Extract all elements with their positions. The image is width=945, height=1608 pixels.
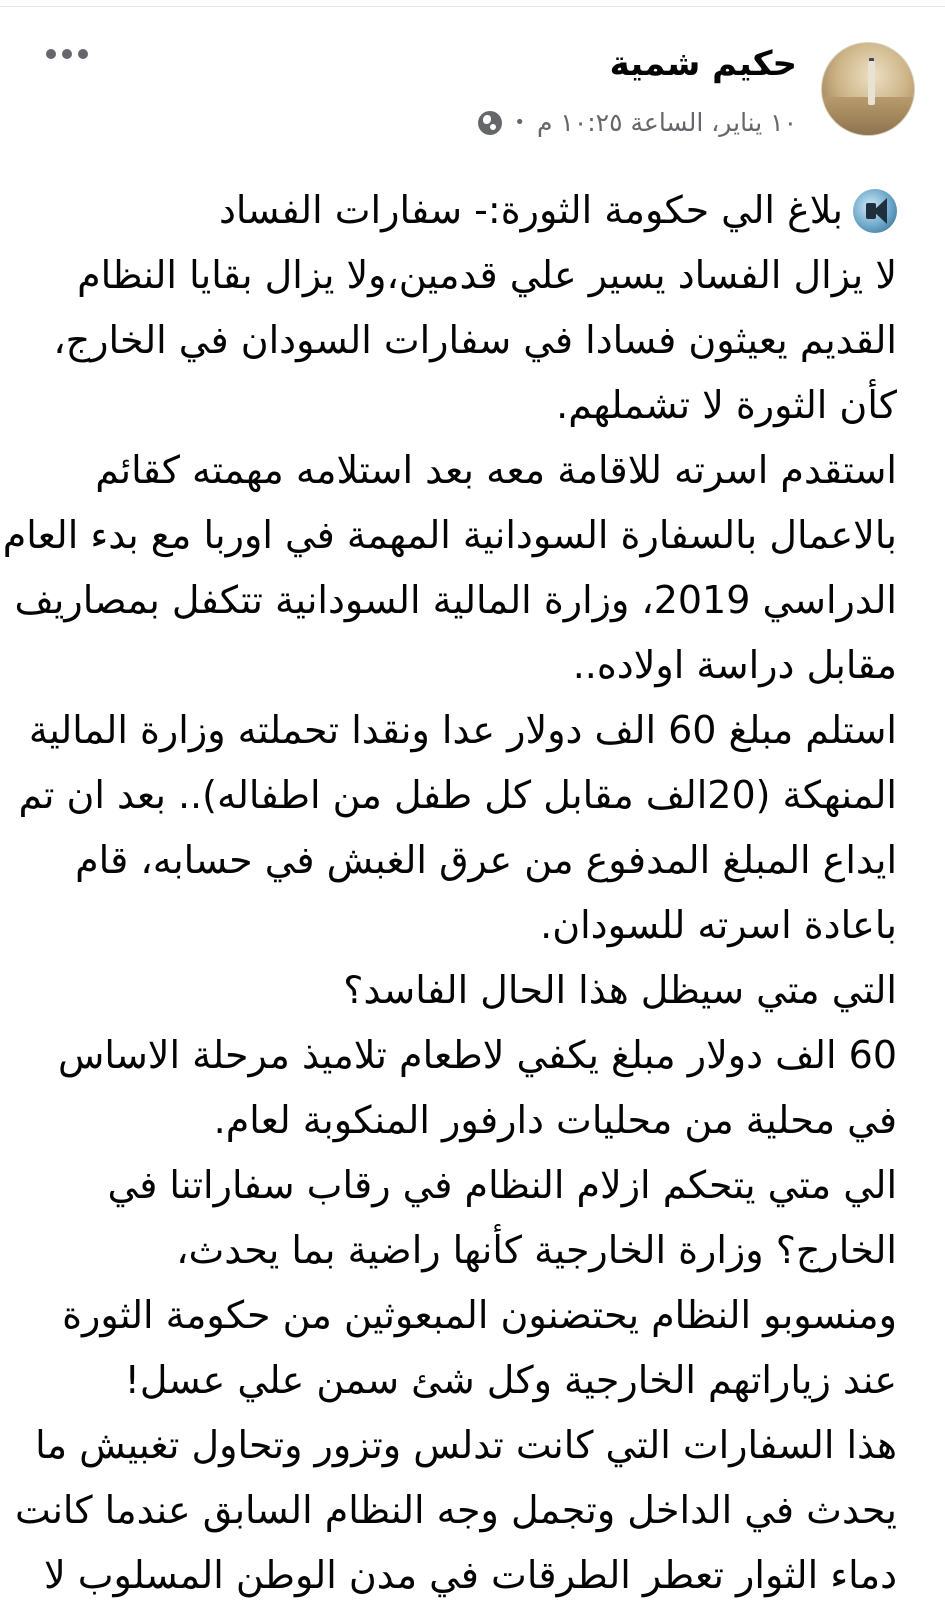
post-line: في محلية من محليات دارفور المنكوبة لعام. (213, 1098, 897, 1142)
post-line-text: بلاغ الي حكومة الثورة:- سفارات الفساد (218, 188, 843, 232)
post-line: هذا السفارات التي كانت تدلس وتزور وتحاول تغبيش ما (35, 1423, 897, 1467)
post-line: الدراسي 2019، وزارة المالية السودانية تتكفل بمصاريف (14, 578, 897, 622)
more-dot-icon (62, 49, 72, 59)
globe-icon[interactable] (478, 111, 502, 135)
post-line: بالاعمال بالسفارة السودانية المهمة في اوربا مع بدء العام (2, 513, 897, 557)
post-line: ايداع المبلغ المدفوع من عرق الغبش في حسابه، قام (75, 838, 897, 882)
post-text (2, 178, 897, 1608)
meta-separator: • (514, 112, 525, 133)
post-line: الخارج؟ وزارة الخارجية كأنها راضية بما يحدث، (176, 1228, 897, 1272)
post-line: استلم مبلغ 60 الف دولار عدا ونقدا تحملته وزارة المالية (28, 708, 897, 752)
post-line: لا يزال الفساد يسير علي قدمين،ولا يزال بقايا النظام (77, 253, 897, 297)
post-line: دماء الثوار تعطر الطرقات في مدن الوطن المسلوب لا (44, 1553, 897, 1597)
post-line: كأن الثورة لا تشملهم. (556, 383, 897, 427)
author-avatar[interactable] (821, 42, 915, 136)
post-line: الي متي يتحكم ازلام النظام في رقاب سفاراتنا في (107, 1163, 897, 1207)
post-timestamp[interactable]: ١٠ يناير، الساعة ١٠:٢٥ م (536, 108, 797, 137)
post-line (28, 178, 897, 243)
post-line: مقابل دراسة اولاده.. (572, 643, 897, 687)
post-line: باعادة اسرته للسودان. (540, 903, 897, 947)
more-options-button[interactable] (36, 42, 88, 66)
more-dot-icon (46, 49, 56, 59)
post-line: المنهكة (20الف مقابل كل طفل من اطفاله).. بعد ان تم (18, 773, 897, 817)
post-line: عند زياراتهم الخارجية وكل شئ سمن علي عسل! (124, 1358, 897, 1402)
post-line: يحدث في الداخل وتجمل وجه النظام السابق عندما كانت (15, 1488, 897, 1532)
post-header (0, 30, 945, 140)
post-line: التي متي سيظل هذا الحال الفاسد؟ (343, 968, 897, 1012)
author-name[interactable]: حكيم شمية (609, 44, 797, 84)
speaker-icon (853, 189, 897, 233)
post-line: استقدم اسرته للاقامة معه بعد استلامه مهمته كقائم (95, 448, 897, 492)
top-divider (0, 6, 945, 7)
post-line: القديم يعيثون فسادا في سفارات السودان في الخارج، (53, 318, 897, 362)
post-meta (478, 108, 797, 137)
more-dot-icon (78, 49, 88, 59)
post-line: 60 الف دولار مبلغ يكفي لاطعام تلاميذ مرحلة الاساس (57, 1033, 897, 1077)
post-line: ومنسوبو النظام يحتضنون المبعوثين من حكومة الثورة (62, 1293, 897, 1337)
